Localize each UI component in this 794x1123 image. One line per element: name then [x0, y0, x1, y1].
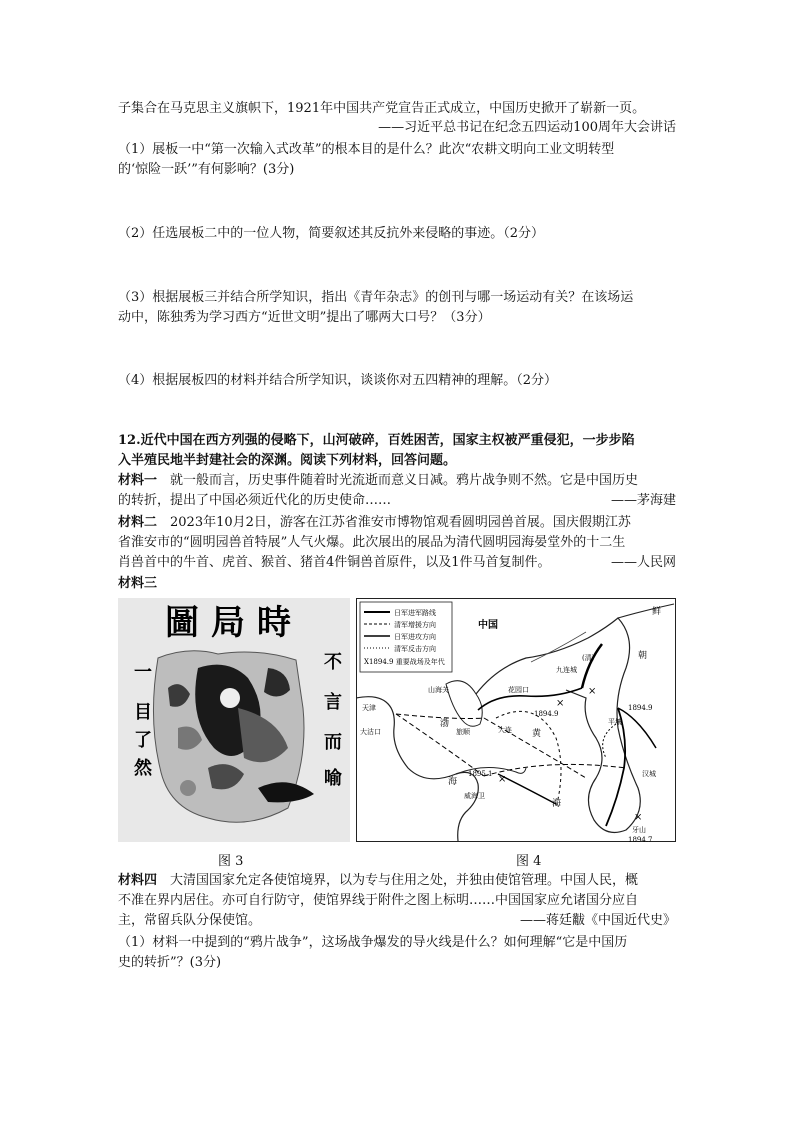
battle-marker-2: ×: [498, 774, 507, 785]
figure-4-caption: 图 4: [516, 854, 542, 869]
legend-item-3: 日军进攻方向: [394, 633, 436, 641]
material-1-label: 材料一: [118, 473, 158, 488]
legend-item-4: 清军反击方向: [394, 645, 436, 653]
material-2-label: 材料二: [118, 515, 158, 530]
label-korea-2: 鲜: [652, 607, 662, 617]
intro-source: ——习近平总书记在纪念五四运动100周年大会讲话: [378, 120, 676, 135]
label-huayuankou: 花园口: [508, 686, 529, 694]
question-4: （4）根据展板四的材料并结合所学知识，谈谈你对五四精神的理解。（2分）: [118, 373, 558, 388]
legend-item-5: X1894.9 重要战场及年代: [364, 658, 445, 666]
label-hai: 海: [552, 799, 562, 809]
label-korea-1: 朝: [638, 651, 648, 661]
figure-3-cartoon: [118, 598, 350, 842]
label-shanhaiguan: 山海关: [428, 686, 449, 694]
material-1-line-1: 材料一 就一般而言，历史事件随着时光流逝而意义日减。鸦片战争则不然。它是中国历史: [118, 473, 639, 488]
material-2-line-3: 肖兽首中的牛首、虎首、猴首、猪首4件铜兽首原件，以及1件马首复制件。: [118, 555, 551, 570]
label-jiuliancheng: 九连城: [556, 666, 577, 674]
figure-3-right-char-3: 而: [324, 732, 342, 753]
label-dalian: 大连: [498, 726, 512, 734]
question-3-line-1: （3）根据展板三并结合所学知识，指出《青年杂志》的创刊与哪一场运动有关？在该场运: [118, 290, 634, 305]
material-4-line-3: 主，常留兵队分保使馆。: [118, 913, 262, 928]
label-bohai-2: 海: [448, 777, 458, 787]
question-1-line-2: 的‘惊险一跃’”有何影响？(3分): [118, 162, 295, 177]
label-asan: 牙山: [632, 826, 646, 834]
figure-3-left-char-4: 然: [134, 758, 152, 779]
label-dagukou: 大沽口: [360, 728, 381, 736]
figure-3-right-char-1: 不: [324, 652, 342, 673]
label-year-1: 1894.9: [534, 710, 559, 718]
question-12-line-2: 入半殖民地半封建社会的深渊。阅读下列材料，回答问题。: [118, 453, 457, 468]
material-4-line-2: 不准在界内居住。亦可自行防守，使馆界线于附件之图上标明……中国国家应允诸国分应自: [118, 893, 639, 908]
battle-marker-1: ×: [556, 698, 565, 709]
figure-3-left-char-2: 目: [134, 702, 152, 723]
material-4-source: ——蒋廷黻《中国近代史》: [519, 913, 676, 928]
figure-3-right-char-2: 言: [324, 692, 342, 713]
figure-3-caption: 图 3: [218, 854, 244, 869]
battle-marker-4: ×: [588, 686, 597, 697]
label-pingrang: 平壤: [608, 718, 622, 726]
material-2-line-2: 省淮安市的“圆明园兽首特展”人气火爆。此次展出的展品为清代圆明园海晏堂外的十二生: [118, 535, 626, 550]
label-qing: (清): [582, 654, 595, 662]
figure-3-left-char-3: 了: [134, 730, 152, 751]
label-china: 中国: [478, 620, 498, 631]
question-1-line-1: （1）展板一中“第一次输入式改革”的根本目的是什么？此次“农耕文明向工业文明转型: [118, 142, 615, 157]
question-12-line-1: 12.近代中国在西方列强的侵略下，山河破碎，百姓困苦，国家主权被严重侵犯，一步步陷: [118, 433, 635, 448]
figure-3-illustration: [153, 651, 314, 822]
label-year-2: 1894.9: [628, 704, 653, 712]
figure-3-left-char-1: 一: [134, 662, 152, 683]
legend-item-2: 清军增援方向: [394, 621, 436, 629]
label-tianjin: 天津: [362, 704, 376, 712]
material-2-source: ——人民网: [610, 555, 676, 570]
material-3-label: 材料三: [118, 576, 158, 591]
question-12-1-line-1: （1）材料一中提到的“鸦片战争”，这场战争爆发的导火线是什么？如何理解“它是中国历: [118, 935, 628, 950]
question-12-1-line-2: 史的转折”？(3分): [118, 955, 222, 970]
label-weihaiwei: 威海卫: [464, 792, 485, 800]
material-1-source: ——茅海建: [610, 493, 676, 508]
intro-tail: 子集合在马克思主义旗帜下，1921年中国共产党宣告正式成立，中国历史掀开了崭新一页。: [118, 101, 646, 116]
label-hancheng: 汉城: [642, 770, 656, 778]
label-bohai-1: 渤: [440, 719, 450, 729]
battle-marker-3: ×: [634, 812, 643, 823]
figure-4-map: [356, 598, 676, 842]
material-2-line-1: 材料二 2023年10月2日，游客在江苏省淮安市博物馆观看圆明园兽首展。国庆假期江苏: [118, 515, 631, 530]
figure-3-title: 圖局時: [165, 603, 303, 643]
label-year-3: 1895.1: [468, 770, 493, 778]
legend-item-1: 日军进军路线: [394, 609, 436, 617]
figure-4-legend: [360, 602, 452, 672]
label-huang: 黄: [532, 729, 542, 739]
question-3-line-2: 动中，陈独秀为学习西方“近世文明”提出了哪两大口号？（3分）: [118, 310, 491, 325]
label-lushun: 旅顺: [456, 728, 470, 736]
material-4-line-1: 材料四 大清国国家允定各使馆境界，以为专与住用之处，并独由使馆管理。中国人民，概: [118, 873, 639, 888]
question-2: （2）任选展板二中的一位人物，简要叙述其反抗外来侵略的事迹。（2分）: [118, 226, 545, 241]
material-4-label: 材料四: [118, 873, 158, 888]
figure-3-right-char-4: 喻: [324, 768, 342, 789]
material-1-line-2: 的转折，提出了中国必须近代化的历史使命……: [118, 493, 392, 508]
label-year-4: 1894.7: [628, 836, 653, 842]
